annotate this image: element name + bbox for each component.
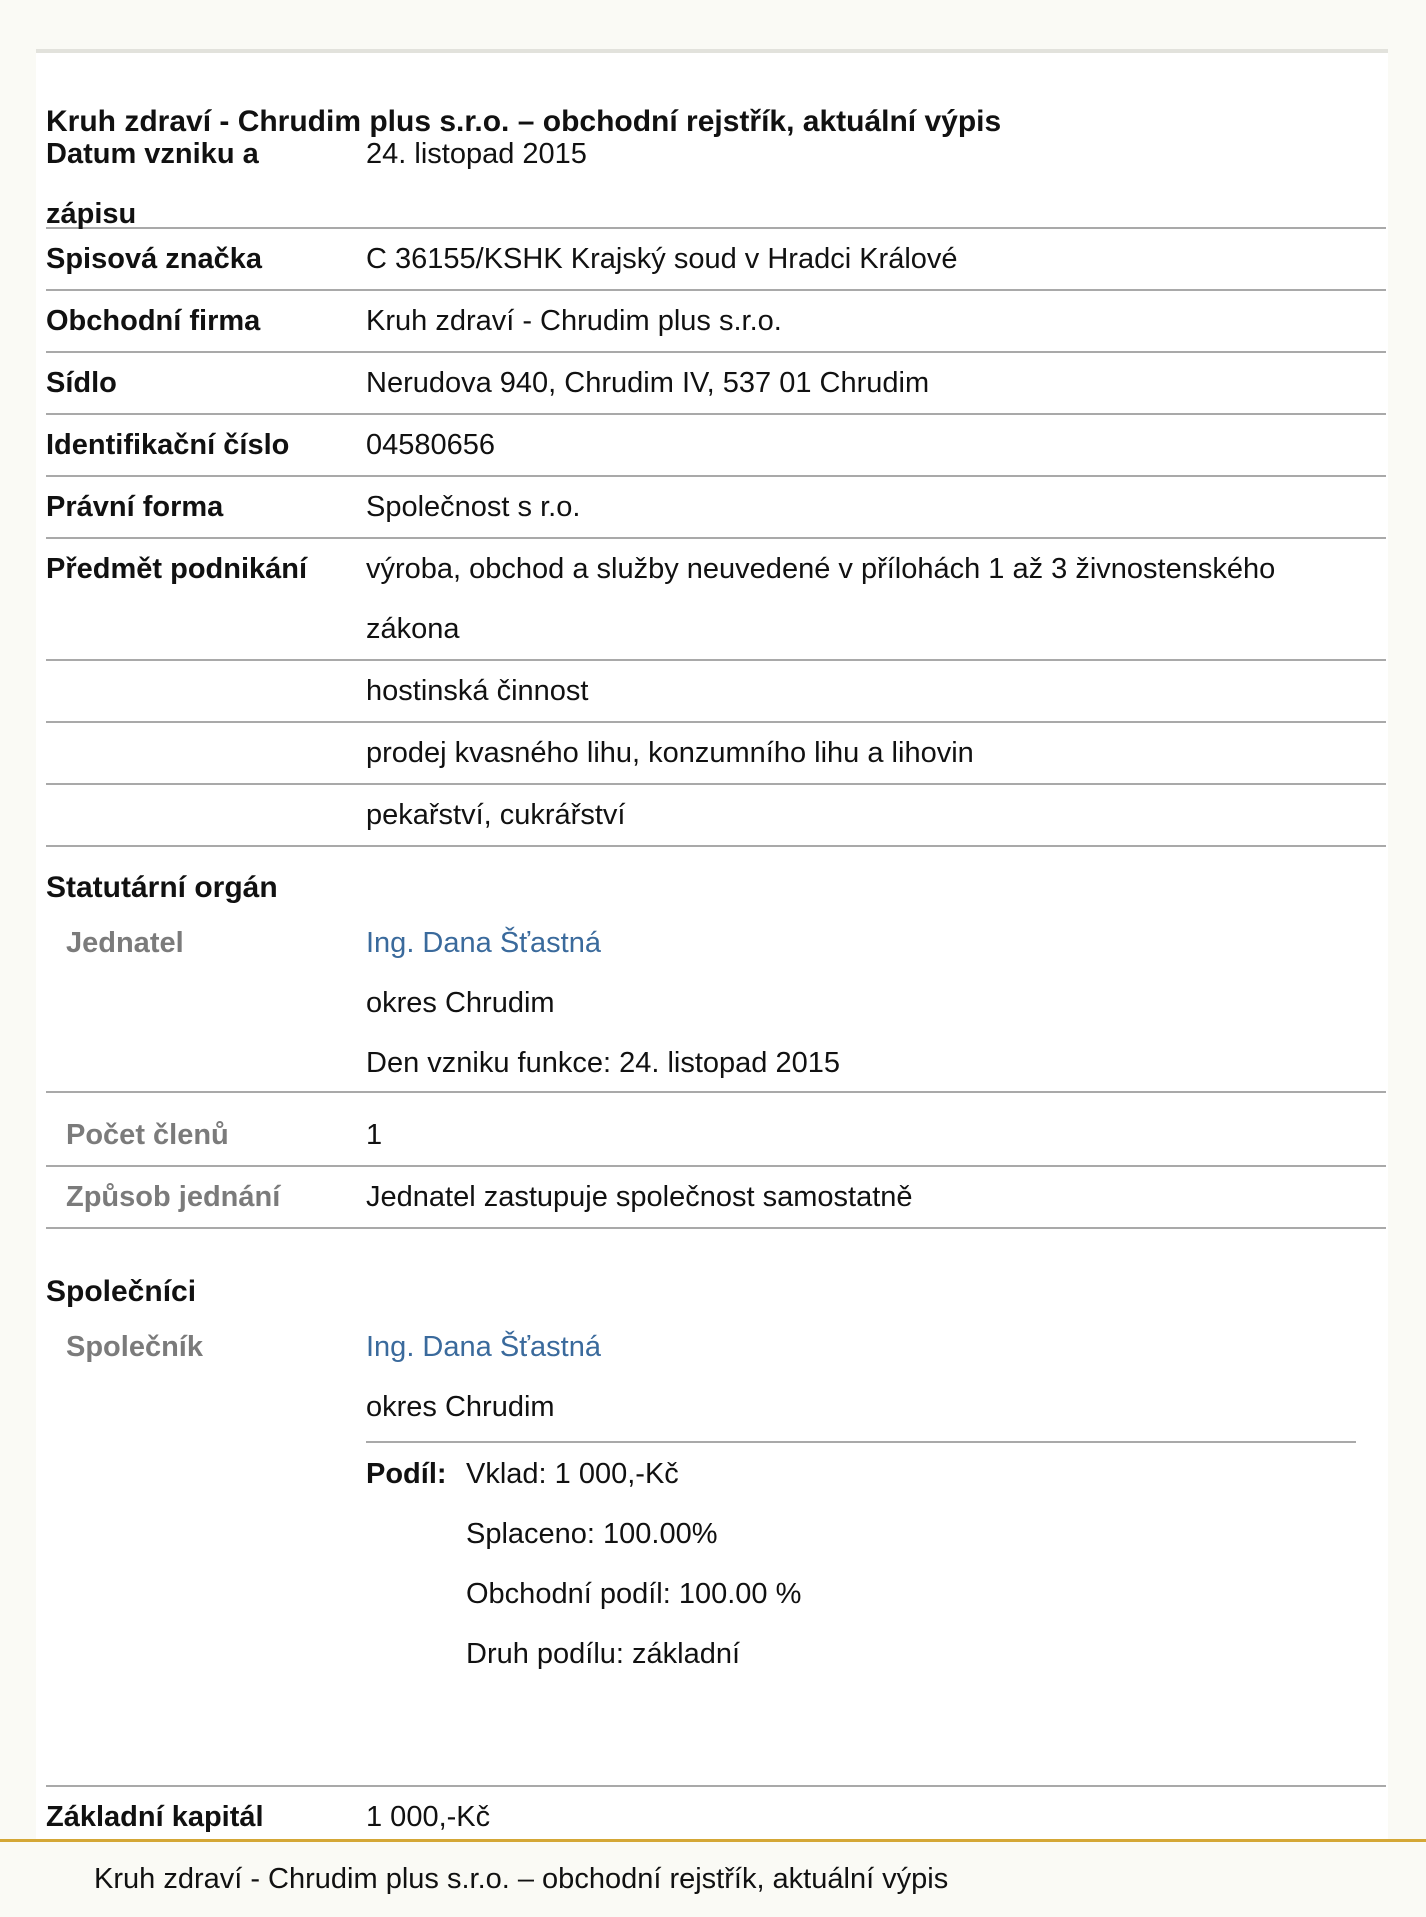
share-label: Podíl: [366,1458,447,1490]
row-jednatel [46,913,1386,1093]
person-district: okres Chrudim [366,1391,555,1423]
activity-item: hostinská činnost [366,675,589,707]
row-identifikacni-cislo [46,415,1386,477]
row-label: Sídlo [46,367,117,399]
row-sidlo [46,353,1386,415]
row-value: Nerudova 940, Chrudim IV, 537 01 Chrudim [366,367,930,399]
row-spolecnik [46,1317,1386,1787]
footer-title: Kruh zdraví - Chrudim plus s.r.o. – obchodní rejstřík, aktuální výpis [94,1863,949,1895]
row-pocet-clenu [46,1105,1386,1167]
section-heading-statutarni: Statutární orgán [46,871,278,904]
person-link[interactable]: Ing. Dana Šťastná [366,927,601,959]
row-label: Způsob jednání [66,1181,281,1213]
activity-item: pekařství, cukrářství [366,799,626,831]
row-label: Spisová značka [46,243,262,275]
share-details [466,1444,801,1684]
row-value [366,913,1376,1093]
activity-item: výroba, obchod a služby neuvedené v přílohách 1 až 3 živnostenského [366,553,1276,585]
row-obchodni-firma [46,291,1386,353]
row-label: Jednatel [66,927,184,959]
row-value [366,1317,1376,1437]
share-deposit: Vklad: 1 000,-Kč [466,1458,679,1490]
label-line-2: zápisu [46,198,137,230]
row-value: Kruh zdraví - Chrudim plus s.r.o. [366,305,782,337]
activity-item-cont: zákona [366,613,460,645]
register-extract-card [36,49,1388,1839]
row-predmet-item [46,723,1386,785]
share-business: Obchodní podíl: 100.00 % [466,1578,802,1610]
row-predmet-podnikani [46,539,1386,661]
share-type: Druh podílu: základní [466,1638,741,1670]
activity-item: prodej kvasného lihu, konzumního lihu a lihovin [366,737,974,769]
section-heading-spolecnici: Společníci [46,1275,197,1308]
row-value: 1 000,-Kč [366,1801,491,1833]
share-paid: Splaceno: 100.00% [466,1518,718,1550]
person-district: okres Chrudim [366,987,555,1019]
row-value: 04580656 [366,429,496,461]
function-start-date: Den vzniku funkce: 24. listopad 2015 [366,1047,840,1079]
row-value: Společnost s r.o. [366,491,581,523]
row-label: Obchodní firma [46,305,261,337]
row-predmet-item [46,661,1386,723]
row-value: 24. listopad 2015 [366,138,587,170]
row-value: C 36155/KSHK Krajský soud v Hradci Králové [366,243,958,275]
person-link[interactable]: Ing. Dana Šťastná [366,1331,601,1363]
row-label: Počet členů [66,1119,229,1151]
row-value [366,539,1376,659]
row-label: Právní forma [46,491,224,523]
page-footer [0,1839,1426,1917]
row-label: Společník [66,1331,203,1363]
row-label: Identifikační číslo [46,429,290,461]
row-label: Předmět podnikání [46,553,308,585]
label-line-1: Datum vzniku a [46,138,259,170]
row-predmet-item [46,785,1386,847]
row-spisova-znacka [46,229,1386,291]
row-pravni-forma [46,477,1386,539]
row-value: 1 [366,1119,383,1151]
row-label: Základní kapitál [46,1801,264,1833]
page-title: Kruh zdraví - Chrudim plus s.r.o. – obchodní rejstřík, aktuální výpis [46,105,1002,138]
row-datum-vzniku [46,124,1386,229]
row-label [46,124,346,244]
row-zpusob-jednani [46,1167,1386,1229]
row-value: Jednatel zastupuje společnost samostatně [366,1181,913,1213]
share-divider [366,1441,1356,1443]
